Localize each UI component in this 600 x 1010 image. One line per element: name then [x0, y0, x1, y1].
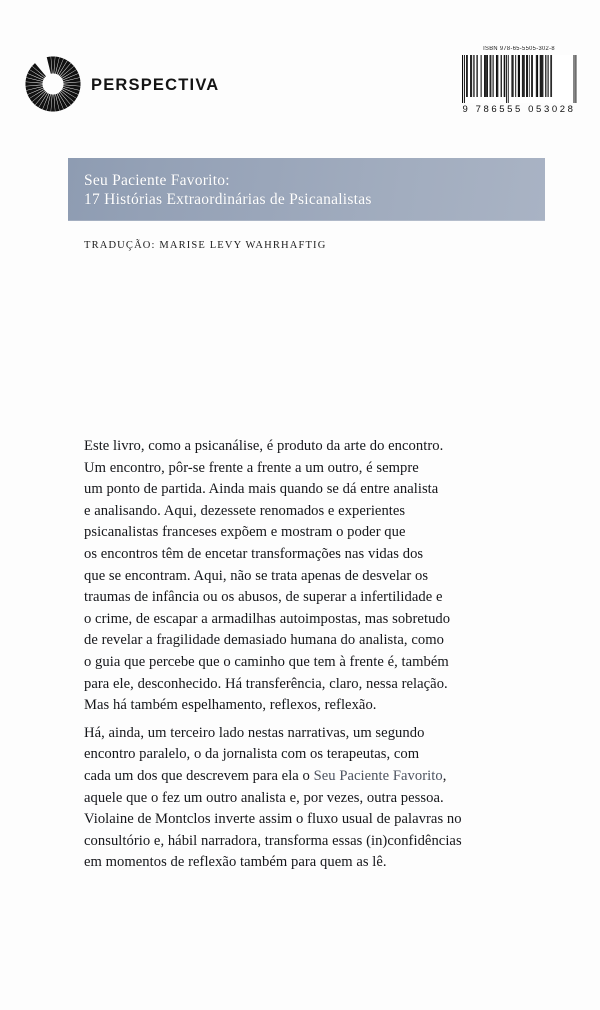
blurb-line: um ponto de partida. Ainda mais quando se dá entre analista: [84, 481, 439, 498]
blurb-line: o guia que percebe que o caminho que tem à frente é, também: [84, 653, 449, 670]
blurb-line: Mas há também espelhamento, reflexos, reflexão.: [84, 697, 377, 714]
publisher-name: PERSPECTIVA: [91, 75, 220, 94]
blurb-line: os encontros têm de encetar transformações nas vidas dos: [84, 545, 424, 562]
blurb-line: para ele, desconhecido. Há transferência, claro, nessa relação.: [84, 675, 448, 692]
title-panel: [68, 158, 545, 221]
inline-title-reference: Seu Paciente Favorito: [313, 767, 443, 784]
blurb-line: Este livro, como a psicanálise, é produto da arte do encontro.: [84, 438, 444, 454]
sunburst-radial-icon: [24, 55, 82, 113]
barcode-bars: [460, 55, 578, 103]
blurb-line: consultório e, hábil narradora, transforma essas (in)confidências: [84, 832, 462, 849]
blurb-line: que se encontram. Aqui, não se trata apenas de desvelar os: [84, 567, 429, 584]
blurb-line: [84, 766, 532, 788]
blurb-line: em momentos de reflexão também para quem as lê.: [84, 854, 387, 871]
blurb-paragraph-2: [84, 723, 532, 874]
blurb-line: e analisando. Aqui, dezessete renomados e experientes: [84, 502, 406, 519]
blurb-line: Violaine de Montclos inverte assim o fluxo usual de palavras no: [84, 811, 462, 828]
blurb-line: aquele que o fez um outro analista e, por vezes, outra pessoa.: [84, 789, 444, 806]
translator-credit: TRADUÇÃO: MARISE LEVY WAHRHAFTIG: [84, 240, 327, 251]
book-title: Seu Paciente Favorito:: [84, 172, 230, 189]
blurb-line: psicanalistas franceses expõem e mostram o poder que: [84, 524, 406, 541]
publisher-logo: [24, 55, 219, 113]
barcode: [460, 46, 578, 115]
blurb-line: Há, ainda, um terceiro lado nestas narrativas, um segundo: [84, 724, 425, 741]
blurb-line: traumas de infância ou os abusos, de superar a infertilidade e: [84, 589, 443, 606]
back-cover-blurb: [84, 436, 532, 874]
blurb-line: de revelar a fragilidade demasiado humana do analista, como: [84, 632, 444, 649]
blurb-line: encontro paralelo, o da jornalista com os terapeutas, com: [84, 746, 420, 763]
blurb-line: Um encontro, pôr-se frente a frente a um outro, é sempre: [84, 459, 419, 476]
isbn-text: ISBN 978-65-5505-302-8: [483, 46, 555, 52]
blurb-text: ,: [442, 767, 447, 784]
blurb-text: cada um dos que descrevem para ela o: [84, 767, 314, 784]
blurb-line: o crime, de escapar a armadilhas autoimpostas, mas sobretudo: [84, 610, 451, 627]
barcode-digits: 9 786555 053028: [462, 104, 576, 115]
book-subtitle: 17 Histórias Extraordinárias de Psicanalistas: [84, 191, 372, 208]
blurb-paragraph-1: [84, 436, 532, 717]
